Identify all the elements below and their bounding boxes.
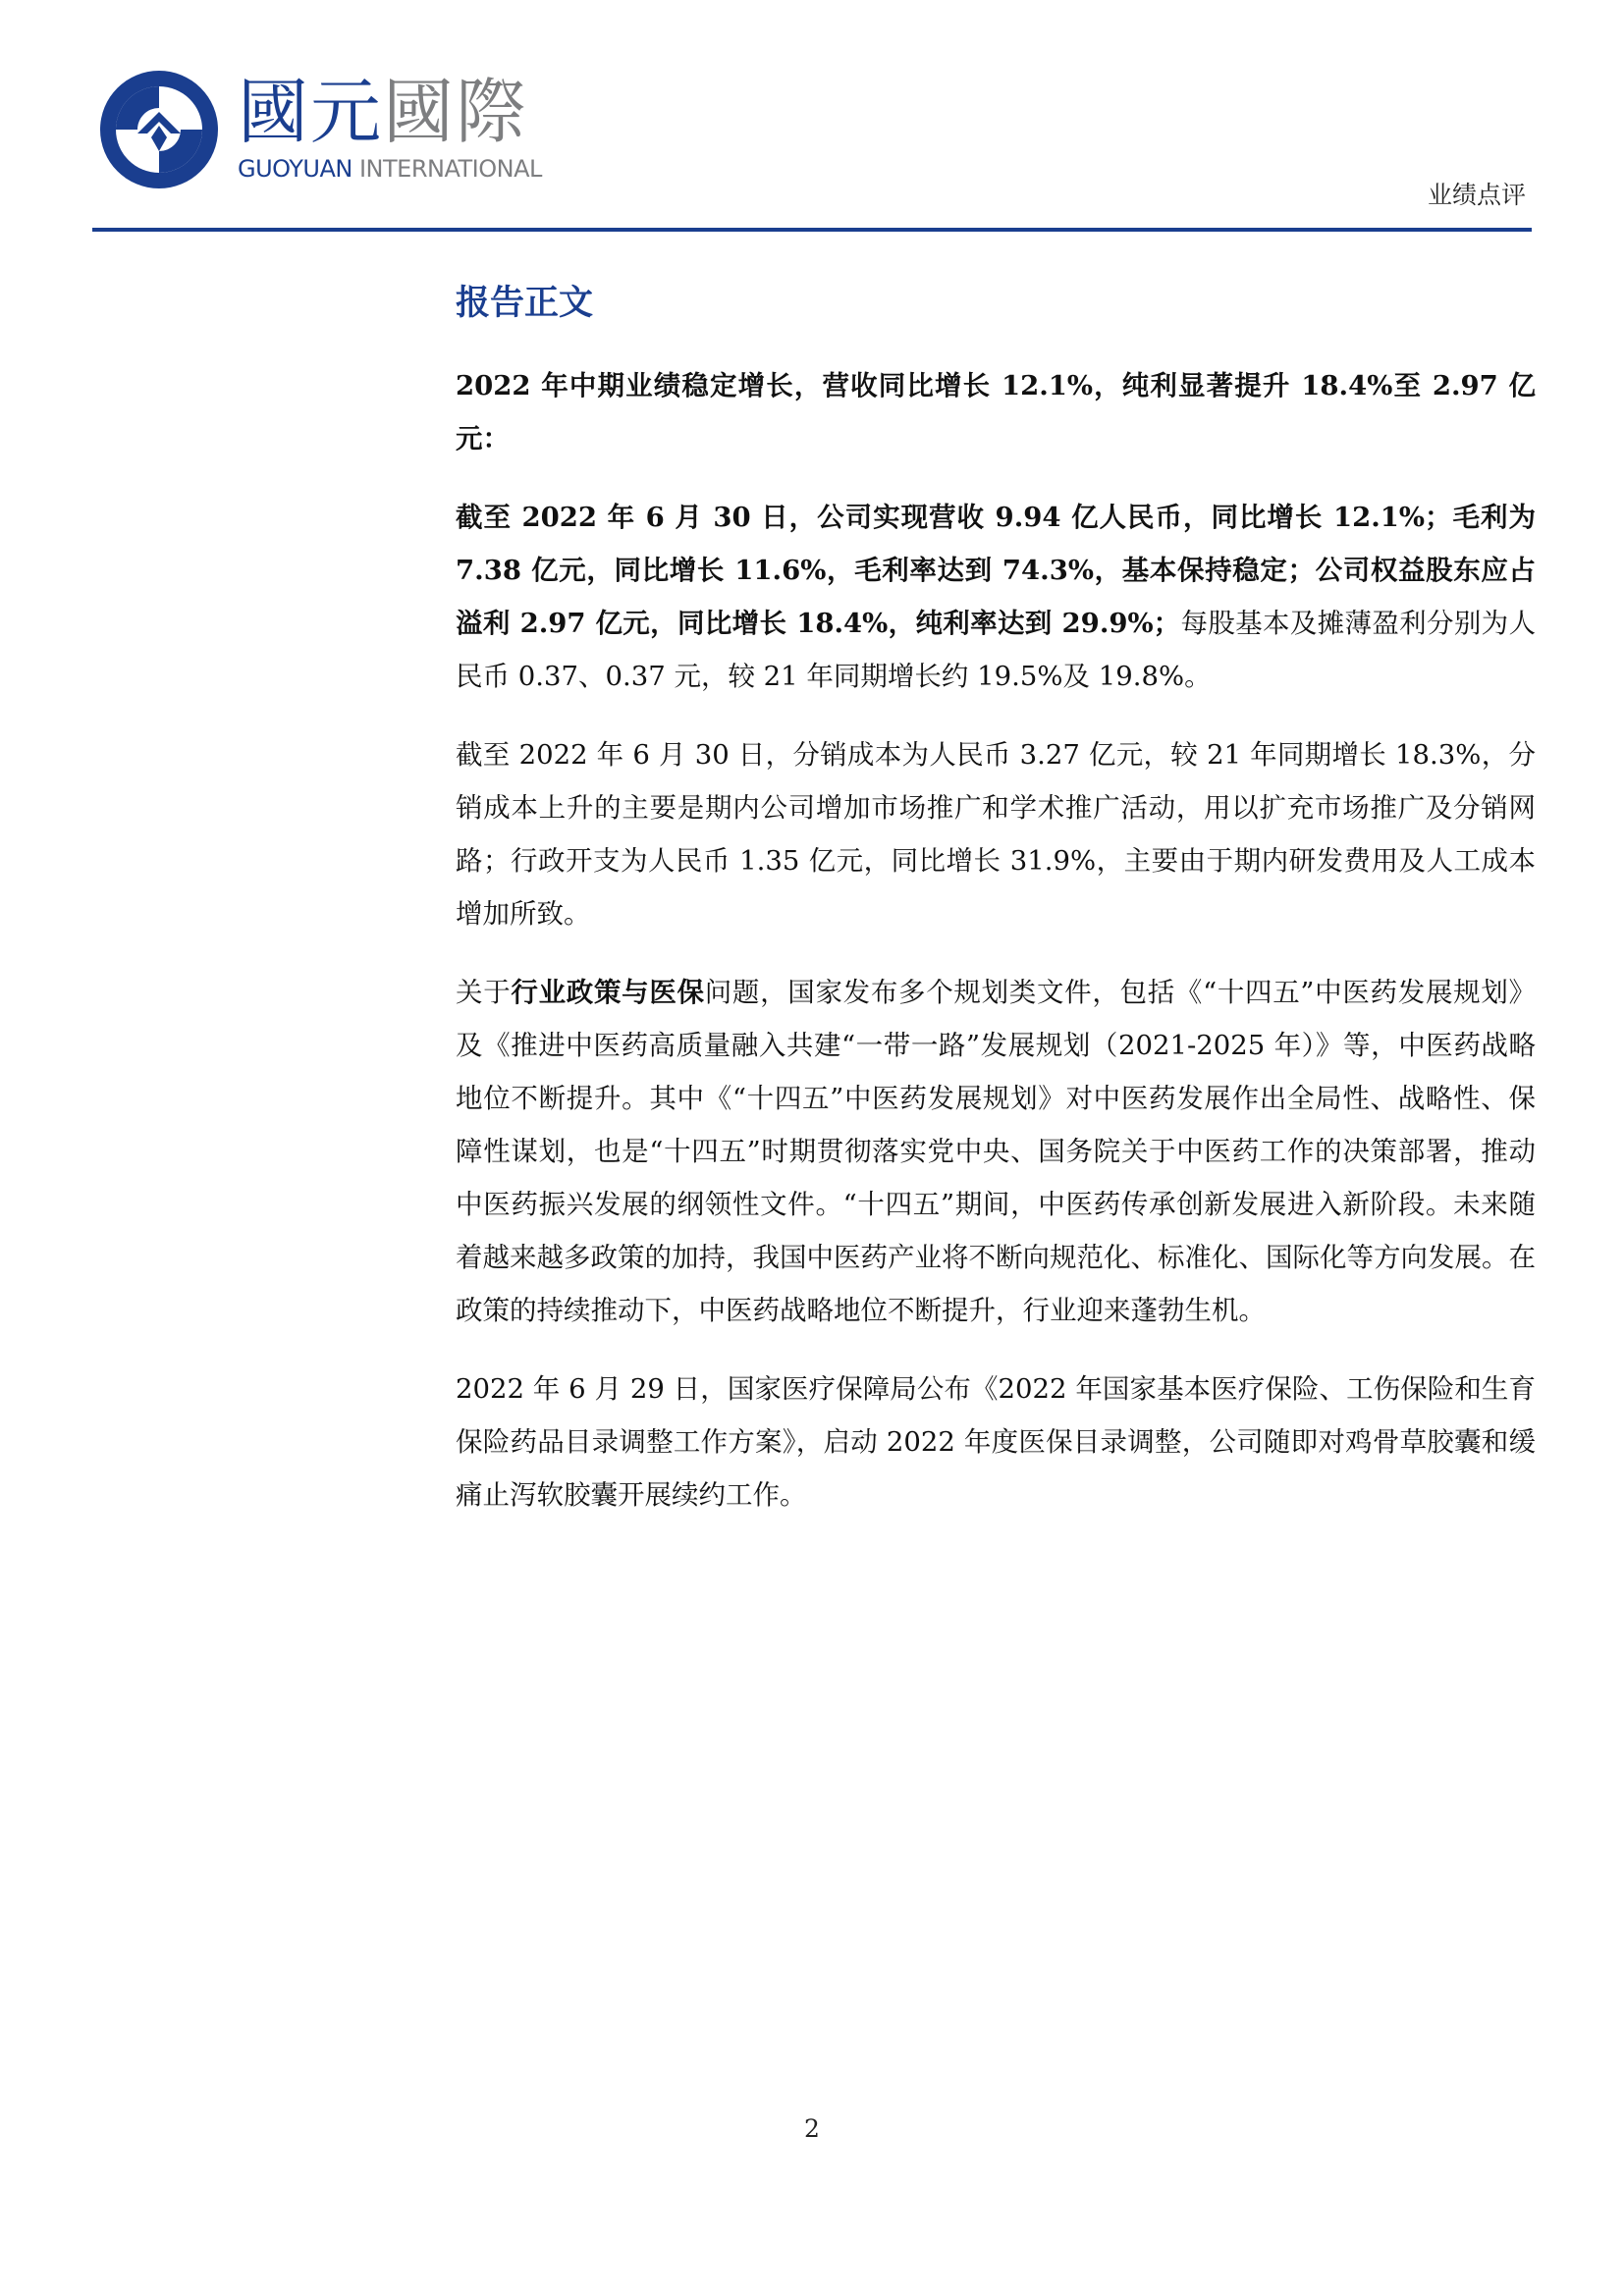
results-bold-text: 截至 2022 年 6 月 30 日，公司实现营收 9.94 亿人民币，同比增长 12.1%；毛利为 7.38 亿元，同比增长 11.6%，毛利率达到 74.3%，基本保持稳定；公司权益股东应占溢利 2.97 亿元，同比增长 18.4%，纯利率达到 29.9%；: [456, 502, 1536, 639]
paragraph-results: [456, 491, 1536, 703]
report-type-label: 业绩点评: [1427, 181, 1526, 209]
results-normal-text: 每股基本及摊薄盈利分别为人民币 0.37、0.37 元，较 21 年同期增长约 19.5%及 19.8%。: [456, 608, 1536, 692]
section-title: 报告正文: [456, 283, 594, 323]
logo-english-name: GUOYUAN INTERNATIONAL: [238, 155, 542, 183]
paragraph-costs: 截至 2022 年 6 月 30 日，分销成本为人民币 3.27 亿元，较 21 年同期增长 18.3%，分销成本上升的主要是期内公司增加市场推广和学术推广活动，用以扩充市场推广及分销网路；行政开支为人民币 1.35 亿元，同比增长 31.9%，主要由于期内研发费用及人工成本增加所致。: [456, 739, 1536, 930]
paragraph-insurance: 2022 年 6 月 29 日，国家医疗保障局公布《2022 年国家基本医疗保险、工伤保险和生育保险药品目录调整工作方案》，启动 2022 年度医保目录调整，公司随即对鸡骨草胶囊和缓痛止泻软胶囊开展续约工作。: [456, 1373, 1536, 1511]
policy-prefix-text: 关于: [456, 977, 512, 1008]
guoyuan-logo-icon: [98, 69, 220, 190]
header-divider: [92, 228, 1532, 232]
policy-bold-text: 行业政策与医保: [511, 977, 705, 1008]
logo-chinese-name: 國元國際: [238, 71, 529, 153]
report-body: [456, 279, 1536, 1547]
paragraph-policy: [456, 966, 1536, 1337]
company-logo: [98, 69, 550, 196]
page-number: 2: [804, 2114, 820, 2143]
headline-bold-text: 2022 年中期业绩稳定增长，营收同比增长 12.1%，纯利显著提升 18.4%至 2.97 亿元：: [456, 370, 1536, 454]
paragraph-headline: [456, 359, 1536, 465]
policy-body-text: 问题，国家发布多个规划类文件，包括《“十四五”中医药发展规划》及《推进中医药高质量融入共建“一带一路”发展规划（2021-2025 年）》等，中医药战略地位不断提升。其中《“十四五”中医药发展规划》对中医药发展作出全局性、战略性、保障性谋划，也是“十四五”时期贯彻落实党中央、国务院关于中医药工作的决策部署，推动中医药振兴发展的纲领性文件。“十四五”期间，中医药传承创新发展进入新阶段。未来随着越来越多政策的加持，我国中医药产业将不断向规范化、标准化、国际化等方向发展。在政策的持续推动下，中医药战略地位不断提升，行业迎来蓬勃生机。: [456, 977, 1537, 1326]
